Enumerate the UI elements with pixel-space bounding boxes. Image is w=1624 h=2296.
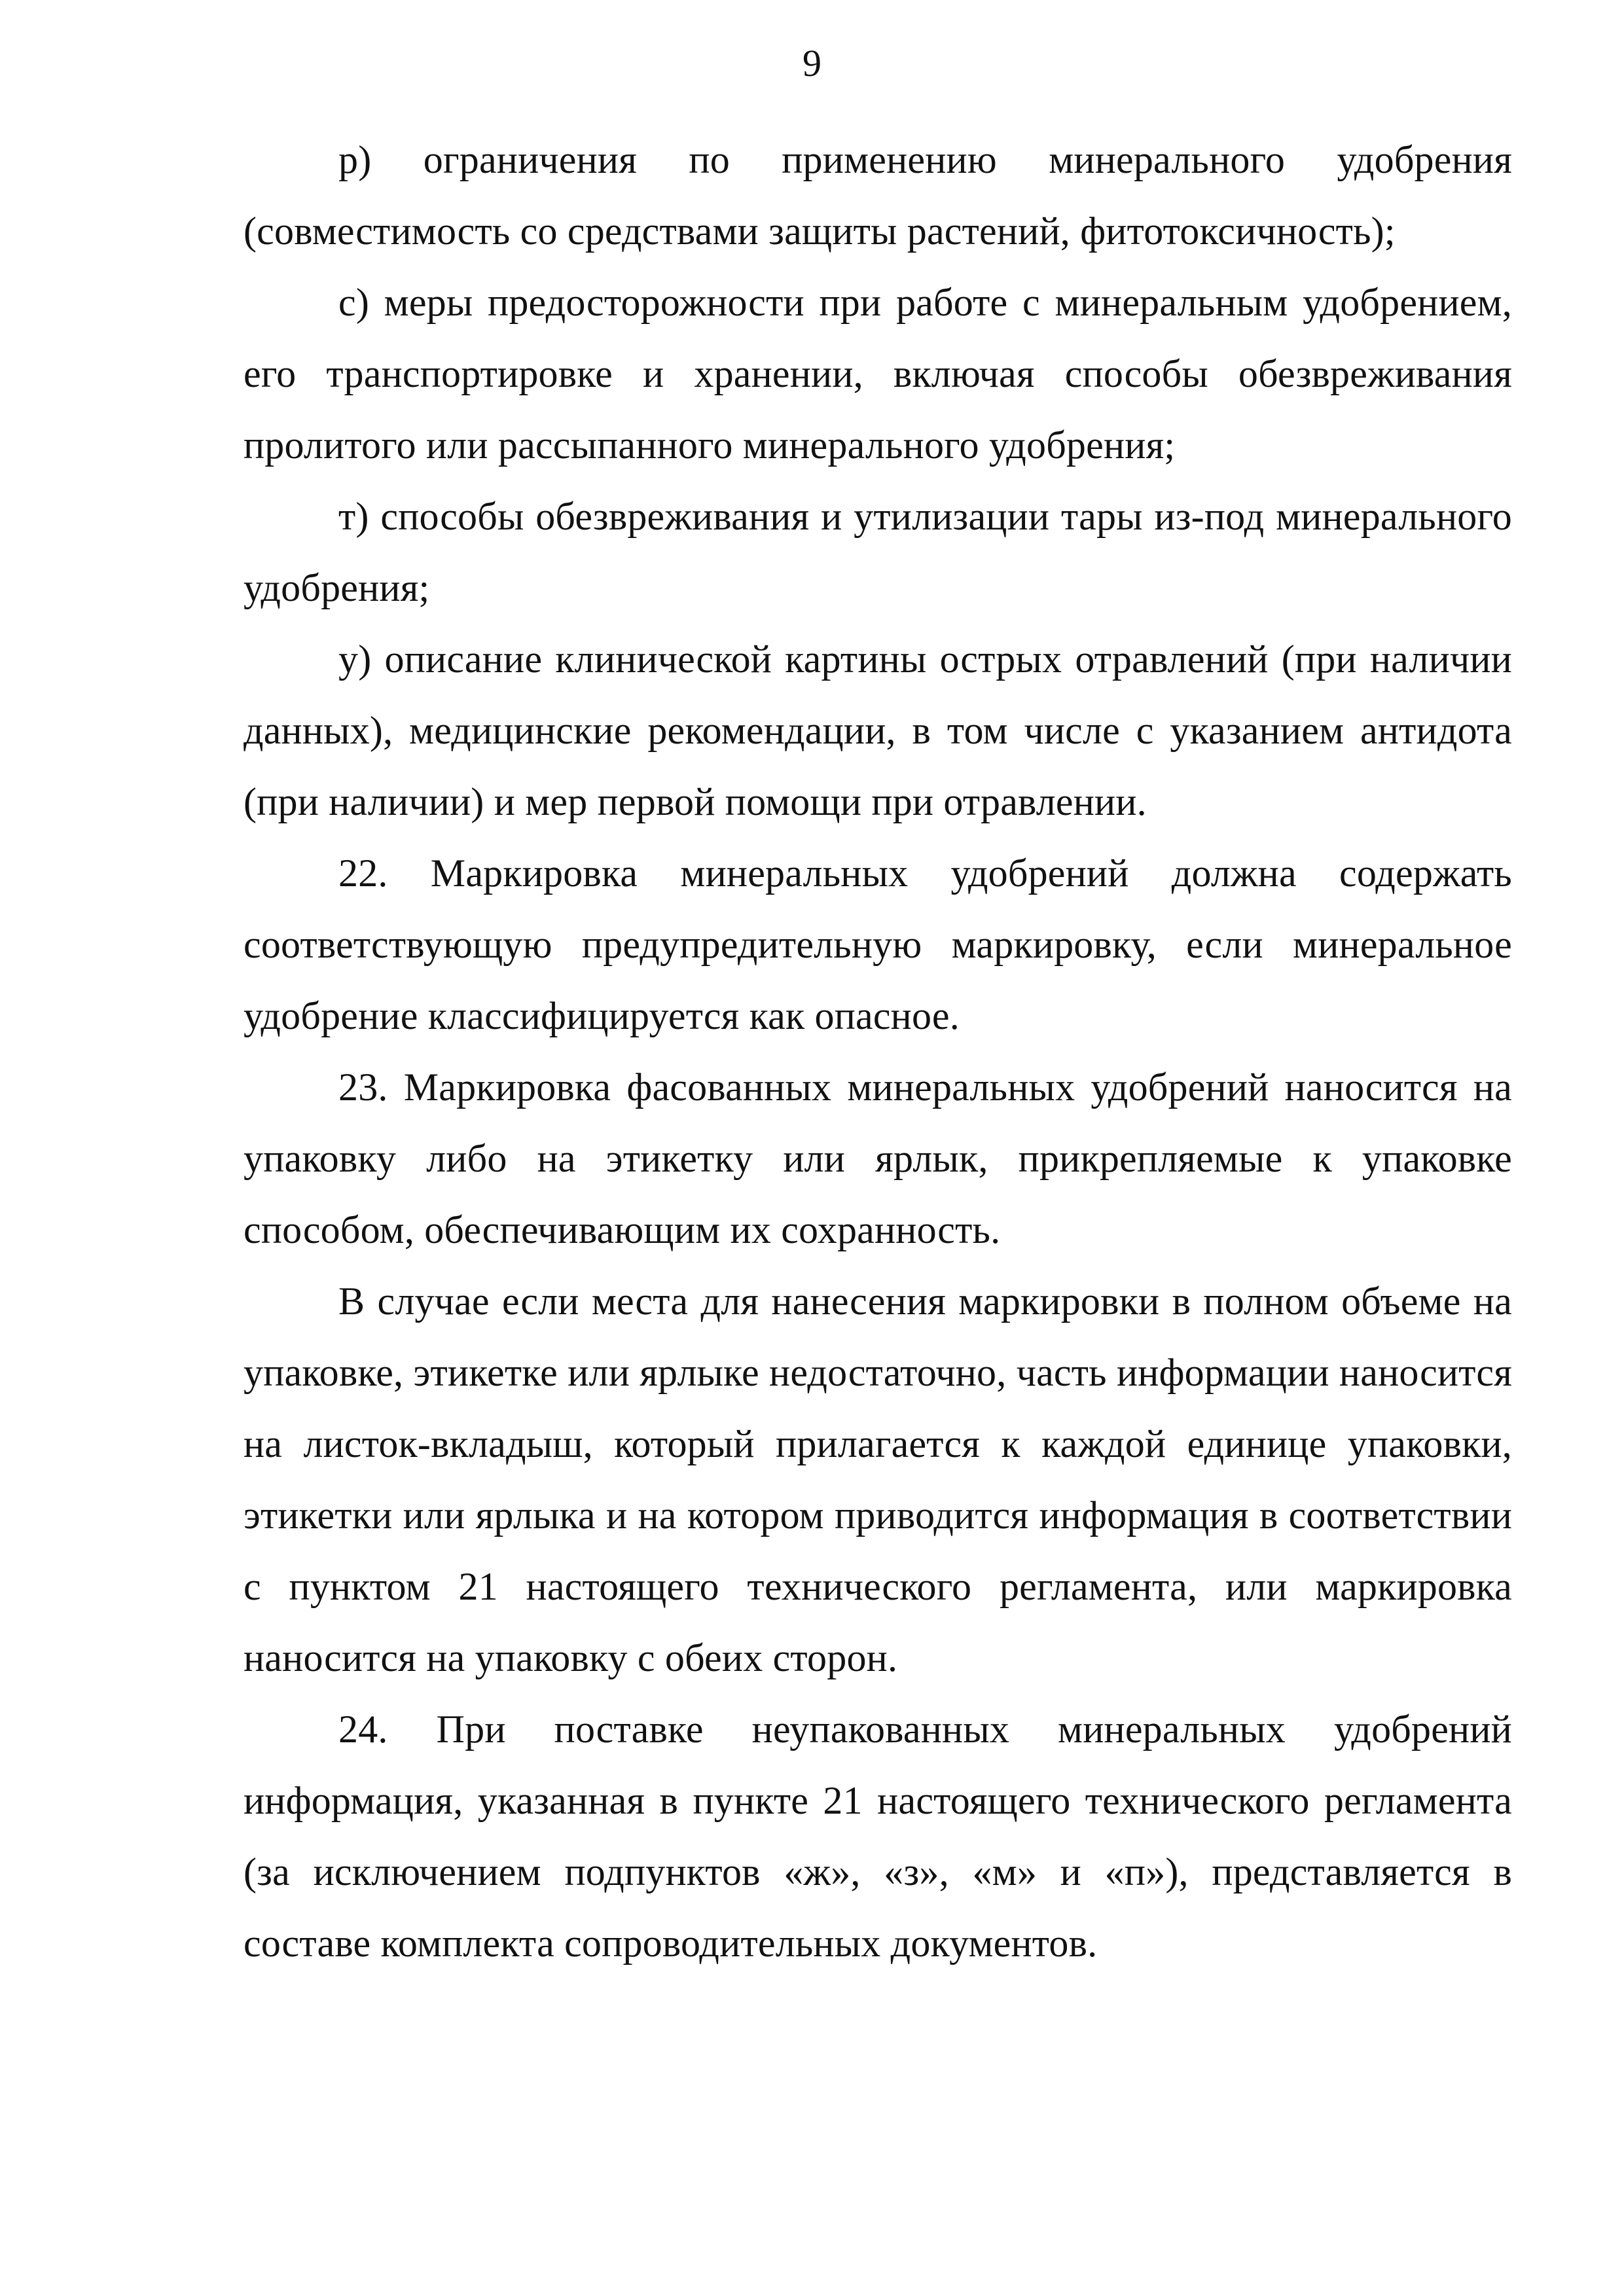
paragraph-subitem-r: р) ограничения по применению минерального удобрения (совместимость со средствами защиты растений, фитотоксичность); bbox=[244, 138, 1512, 253]
paragraph-clause-24: 24. При поставке неупакованных минеральных удобрений информация, указанная в пункте 21 настоящего технического регламента (за исключением подпунктов «ж», «з», «м» и «п»), представляется в составе комплекта сопроводительных документов. bbox=[244, 1708, 1512, 1965]
paragraph-subitem-u: у) описание клинической картины острых отравлений (при наличии данных), медицинские рекомендации, в том числе с указанием антидота (при наличии) и мер первой помощи при отравлении. bbox=[244, 637, 1512, 823]
paragraph-subitem-t: т) способы обезвреживания и утилизации тары из-под минерального удобрения; bbox=[244, 495, 1512, 609]
document-body bbox=[244, 124, 1512, 1979]
paragraph-clause-22: 22. Маркировка минеральных удобрений должна содержать соответствующую предупредительную маркировку, если минеральное удобрение классифицируется как опасное. bbox=[244, 852, 1512, 1037]
paragraph-subitem-s: с) меры предосторожности при работе с минеральным удобрением, его транспортировке и хранении, включая способы обезвреживания пролитого или рассыпанного минерального удобрения; bbox=[244, 281, 1512, 467]
paragraph-clause-23-continued: В случае если места для нанесения маркировки в полном объеме на упаковке, этикетке или ярлыке недостаточно, часть информации наносится на листок-вкладыш, который прилагается к каждой единице упаковки, этикетки или ярлыка и на котором приводится информация в соответствии с пунктом 21 настоящего технического регламента, или маркировка наносится на упаковку с обеих сторон. bbox=[244, 1280, 1512, 1679]
paragraph-clause-23: 23. Маркировка фасованных минеральных удобрений наносится на упаковку либо на этикетку или ярлык, прикрепляемые к упаковке способом, обеспечивающим их сохранность. bbox=[244, 1066, 1512, 1251]
page-number: 9 bbox=[803, 42, 821, 84]
